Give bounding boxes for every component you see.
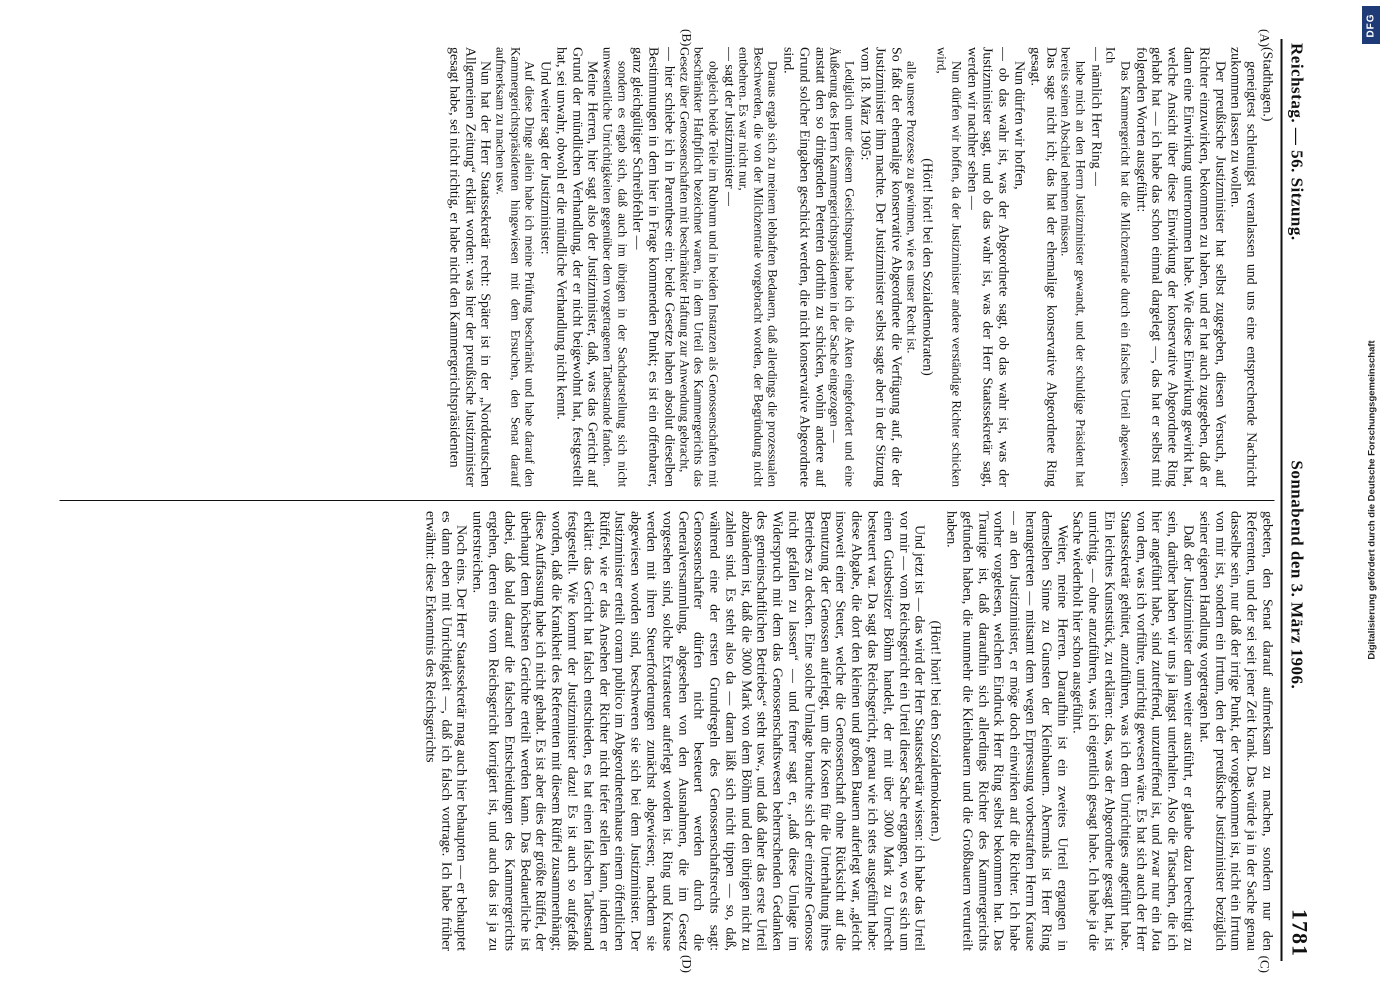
paragraph: Und weiter sagt der Justizminister: — [537, 61, 552, 255]
paragraph: Der preußische Justizminister hat selbst zugegeben, diesen Versuch, auf Richter einzuwirken, bekommen zu haben, und er hat auch zugegeben, daß er dann eine Einwirkung unternommen habe. Wie diese Einwirkung gewirkt hat, welche Ansicht über diese Einwirkung der konservative Abgeordnete Ring gehabt hat — ich habe das schon einmal dargelegt —, das hat er selbst mit folgenden Worten ausgeführt: — [1132, 47, 1227, 487]
page-number: 1781 — [1287, 909, 1312, 957]
paragraph: Noch eins. Der Herr Staatssekretär mag auch hier behaupten — er behauptet es dann eben mit Unrichtigkeit —, daß ich falsch vortrage. Ich habe früher erwähnt: diese Erkenntnis des Reichsgerichts — [421, 511, 469, 951]
paragraph: — sagt der Justizminister — — [720, 47, 736, 206]
header-rule — [1280, 39, 1282, 961]
dfg-logo — [1362, 6, 1380, 44]
paragraph: So faßt der ehemalige konservative Abgeordnete die Verfügung auf, die der Justizminister ihm machte. Der Justizminister selbst sagte aber in der Sitzung vom 18. März 1905: — [856, 47, 904, 487]
paragraph: Nun hat der Herr Staatssekretär recht: Später ist in der „Norddeutschen Allgemeinen Zeitung“ erklärt worden: was hier der preußische Justizminister gesagt habe, sei nicht richtig, er habe nicht den Kammergerichtspräsidenten — [445, 47, 493, 487]
left-text-column — [59, 47, 1274, 487]
paragraph: (Hört! hört! bei den Sozialdemokraten) — [918, 158, 934, 376]
paragraph: Lediglich unter diesem Gesichtspunkt habe ich die Akten eingefordert und eine Äußerung des Herrn Kammergerichtspräsidenten in der Sache eingezogen — — [827, 47, 856, 487]
paragraph: Auf diese Dinge allein habe ich meine Prüfung beschränkt und habe darauf den Kammergerichtspräsidenten hingewiesen mit dem Ersuchen, den Senat darauf aufmerksam zu machen usw. — [493, 47, 537, 487]
paragraph: Nun dürfen wir hoffen, da der Justizminister andere verständige Richter schicken wird, — [934, 47, 963, 487]
dfg-logo-text: DFG — [1365, 12, 1377, 38]
paragraph: obgleich beide Teile im Rubrum und in beiden Instanzen als Genossenschaften mit beschränkter Haftpflicht bezeichnet waren, in dem Urteil des Kammergerichts das Gesetz über Genossenschaften mit beschränkter Haftung zur Anwendung gebracht, — [676, 47, 720, 487]
paragraph: — ob das wahr ist, was der Abgeordnete sagt, ob das wahr ist, was der Justizminister sagt, und ob das wahr ist, was der Herr Staatssekretär sagt, werden wir nachher sehen — — [963, 47, 1011, 487]
header-session: Reichstag. — 56. Sitzung. — [1287, 43, 1306, 241]
paragraph: gebeten, den Senat darauf aufmerksam zu machen, sondern nur den Referenten, und der sei seit jener Zeit krank. Das würde ja in der Sache genau dasselbe sein, nur daß der irrige Punkt, der vorgekommen ist, nicht ein Irrtum von mir ist, sondern ein Irrtum, den der preußische Justizminister bezüglich seiner eigenen Handlung vorgetragen hat. — [1195, 511, 1274, 951]
margin-marker-b: (B) — [679, 29, 694, 47]
paragraph: geneigtest schleunigst veranlassen und uns eine entsprechende Nachricht zukommen lassen zu wollen. — [1227, 47, 1259, 487]
paragraph: Nun dürfen wir hoffen, — [1011, 61, 1027, 190]
paragraph: Meine Herren, hier sagt also der Justizminister, daß, was das Gericht auf Grund der mündlichen Verhandlung, der er nicht beigewohnt hat, festgestellt hat, sei unwahr, obwohl er die mündliche Verhandlung nicht kennt. — [552, 47, 600, 487]
paragraph: Und jetzt ist — das wird der Herr Staatssekretär wissen: ich habe das Urteil vor mir — vom Reichsgericht ein Urteil dieser Sache ergangen, wo es sich um einen Gutsbesitzer Böhm handelt, der mit über 3000 Mark zu Unrecht besteuert war. Da sagt das Reichsgericht, genau wie ich stets ausgeführt habe: diese Abgabe, die dort den kleinen und großen Bauern auferlegt war, „gleicht insoweit einer Steuer, welche die Genossenschaft ohne Rücksicht auf die Benutzung der Genossen auferlegt, um die Kosten für die Unterhaltung ihres Betriebes zu decken. Eine solche Umlage brauchte sich der einzelne Genosse nicht gefallen zu lassen“ — und ferner sagt er, „daß diese Umlage im Widerspruch mit dem das Genossenschaftswesen beherrschenden Gedanken des gemeinschaftlichen Betriebes“ steht usw., und daß daher das erste Urteil abzuändern ist, daß die 3000 Mark von dem Böhm und den übrigen nicht zu zahlen sind. Es steht also da — daran läßt sich nicht tippen — so, daß, während eine der ersten Grundregeln des Genossenschaftsrechts sagt: Genossenschafter dürfen nicht besteuert werden durch die Generalversammlung, abgesehen von den Ausnahmen, die im Gesetz vorgesehen sind, solche Extrasteuer auferlegt worden ist. Ring und Krause werden mit ihren Steuerforderungen zunächst abgewiesen; nachdem sie abgewiesen worden sind, beschweren sie sich bei dem Justizminister. Der Justizminister erteilt coram publico im Abgeordnetenhause einem öffentlichen Rüffel, wie er das Ansehen der Richter nicht tiefer stellen kann, indem er erklärt: das Gericht hat falsch entschieden, es hat einen falschen Tatbestand festgestellt. Wie kommt der Justizminister dazu! Es ist auch so aufgefaßt worden, daß die Krankheit des Referenten mit diesem Rüffel zusammenhängt; diese Auffassung habe ich nicht gehabt. Es ist aber dies der größte Rüffel, der überhaupt dem höchsten Gerichte erteilt werden kann. Das Bedauerliche ist dabei, daß bald darauf die falschen Entscheidungen des Kammergerichts ergehen, deren eins vom Reichsgericht korrigiert ist, und auch das ist ja zu unterstreichen. — [469, 511, 927, 951]
paragraph: sondern es ergab sich, daß auch im übrigen in der Sachdarstellung sich nicht unwesentliche Unrichtigkeiten gegenüber dem vorgetragenen Tatbestande fanden. — [599, 47, 629, 487]
paragraph: Weiter, meine Herren. Daraufhin ist ein zweites Urteil ergangen in demselben Sinne zu Gunsten der Kleinbauern. Abermals ist Herr Ring herangetreten — mitsamt dem wegen Erpressung vorbestraften Herrn Krause — an den Justizminister, er möge doch einwirken auf die Richter. Ich habe vorher vorgelesen, welchen Eindruck Herr Ring selbst bekommen hat. Das Traurige ist, daß daraufhin sich allerdings Richter des Kammergerichts gefunden haben, die nunmehr die Kleinbauern und die Großbauern verurteilt haben. — [943, 511, 1069, 951]
paragraph: (Hört! hört! bei den Sozialdemokraten.) — [927, 620, 943, 842]
paragraph: — hier schiebe ich in Parenthese ein: beide Gesetze haben absolut dieselben Bestimmungen in dem hier in Frage kommenden Punkt; es ist ein offenbarer, ganz gleichgültiger Schreibfehler — — [629, 47, 676, 487]
rotated-newspaper-sheet — [49, 25, 1334, 975]
running-header — [1286, 43, 1312, 957]
paragraph: anstatt den so dringenden Petenten dorthin zu schicken, wohin andere auf Grund solcher Eingaben geschickt werden, die nicht konservative Abgeordnete sind. — [780, 47, 827, 487]
paragraph: Das Kammergericht hat die Milchzentrale durch ein falsches Urteil abgewiesen. Ich — [1103, 47, 1132, 487]
header-date: Sonnabend den 3. März 1906. — [1287, 460, 1306, 690]
paragraph: — nämlich Herr Ring — — [1087, 47, 1103, 186]
paragraph: (Stadthagen.) — [1259, 47, 1274, 122]
paragraph: Daraus ergab sich zu meinem lebhaften Bedauern, daß allerdings die prozessualen Beschwerden, die von der Milchzentrale vorgebracht worden, der Begründung nicht entbehren. Es war nicht nur, — [736, 47, 780, 487]
margin-marker-a: (A) — [1257, 29, 1272, 48]
paragraph: Daß der Justizminister dann weiter ausführt, er glaube dazu berechtigt zu sein, darüber haben wir uns ja längst unterhalten. Also die Tatsachen, die ich hier angeführt habe, sind zutreffend, unzutreffend ist, und zwar nur ein Jota von dem, was ich vorführe, unrichtig gewesen wäre. Es hat sich auch der Herr Staatssekretär gehütet, anzuführen, was ich dem Unrichtiges angeführt habe. Ein leichtes Kunststück, zu erklären: das, was der Abgeordnete gesagt hat, ist unrichtig, — ohne anzuführen, was ich eigentlich gesagt habe. Ich habe ja die Sache wiederholt hier schon ausgeführt. — [1069, 511, 1196, 951]
column-divider — [59, 500, 1274, 501]
paragraph: alle unsere Prozesse zu gewinnen, wie es unser Recht ist. — [903, 61, 918, 354]
digitization-credit: Digitalisierung gefördert durch die Deutsche Forschungsgemeinschaft — [1366, 340, 1378, 660]
paragraph: Das sage nicht ich; das hat der ehemalige konservative Abgeordnete Ring gesagt. — [1026, 47, 1058, 487]
margin-marker-c: (C) — [1257, 955, 1272, 973]
right-text-column — [59, 511, 1274, 951]
paragraph: habe mich an den Herrn Justizminister gewandt, und der schuldige Präsident hat bereits seinen Abschied nehmen müssen. — [1058, 47, 1087, 487]
margin-marker-d: (D) — [679, 954, 694, 973]
